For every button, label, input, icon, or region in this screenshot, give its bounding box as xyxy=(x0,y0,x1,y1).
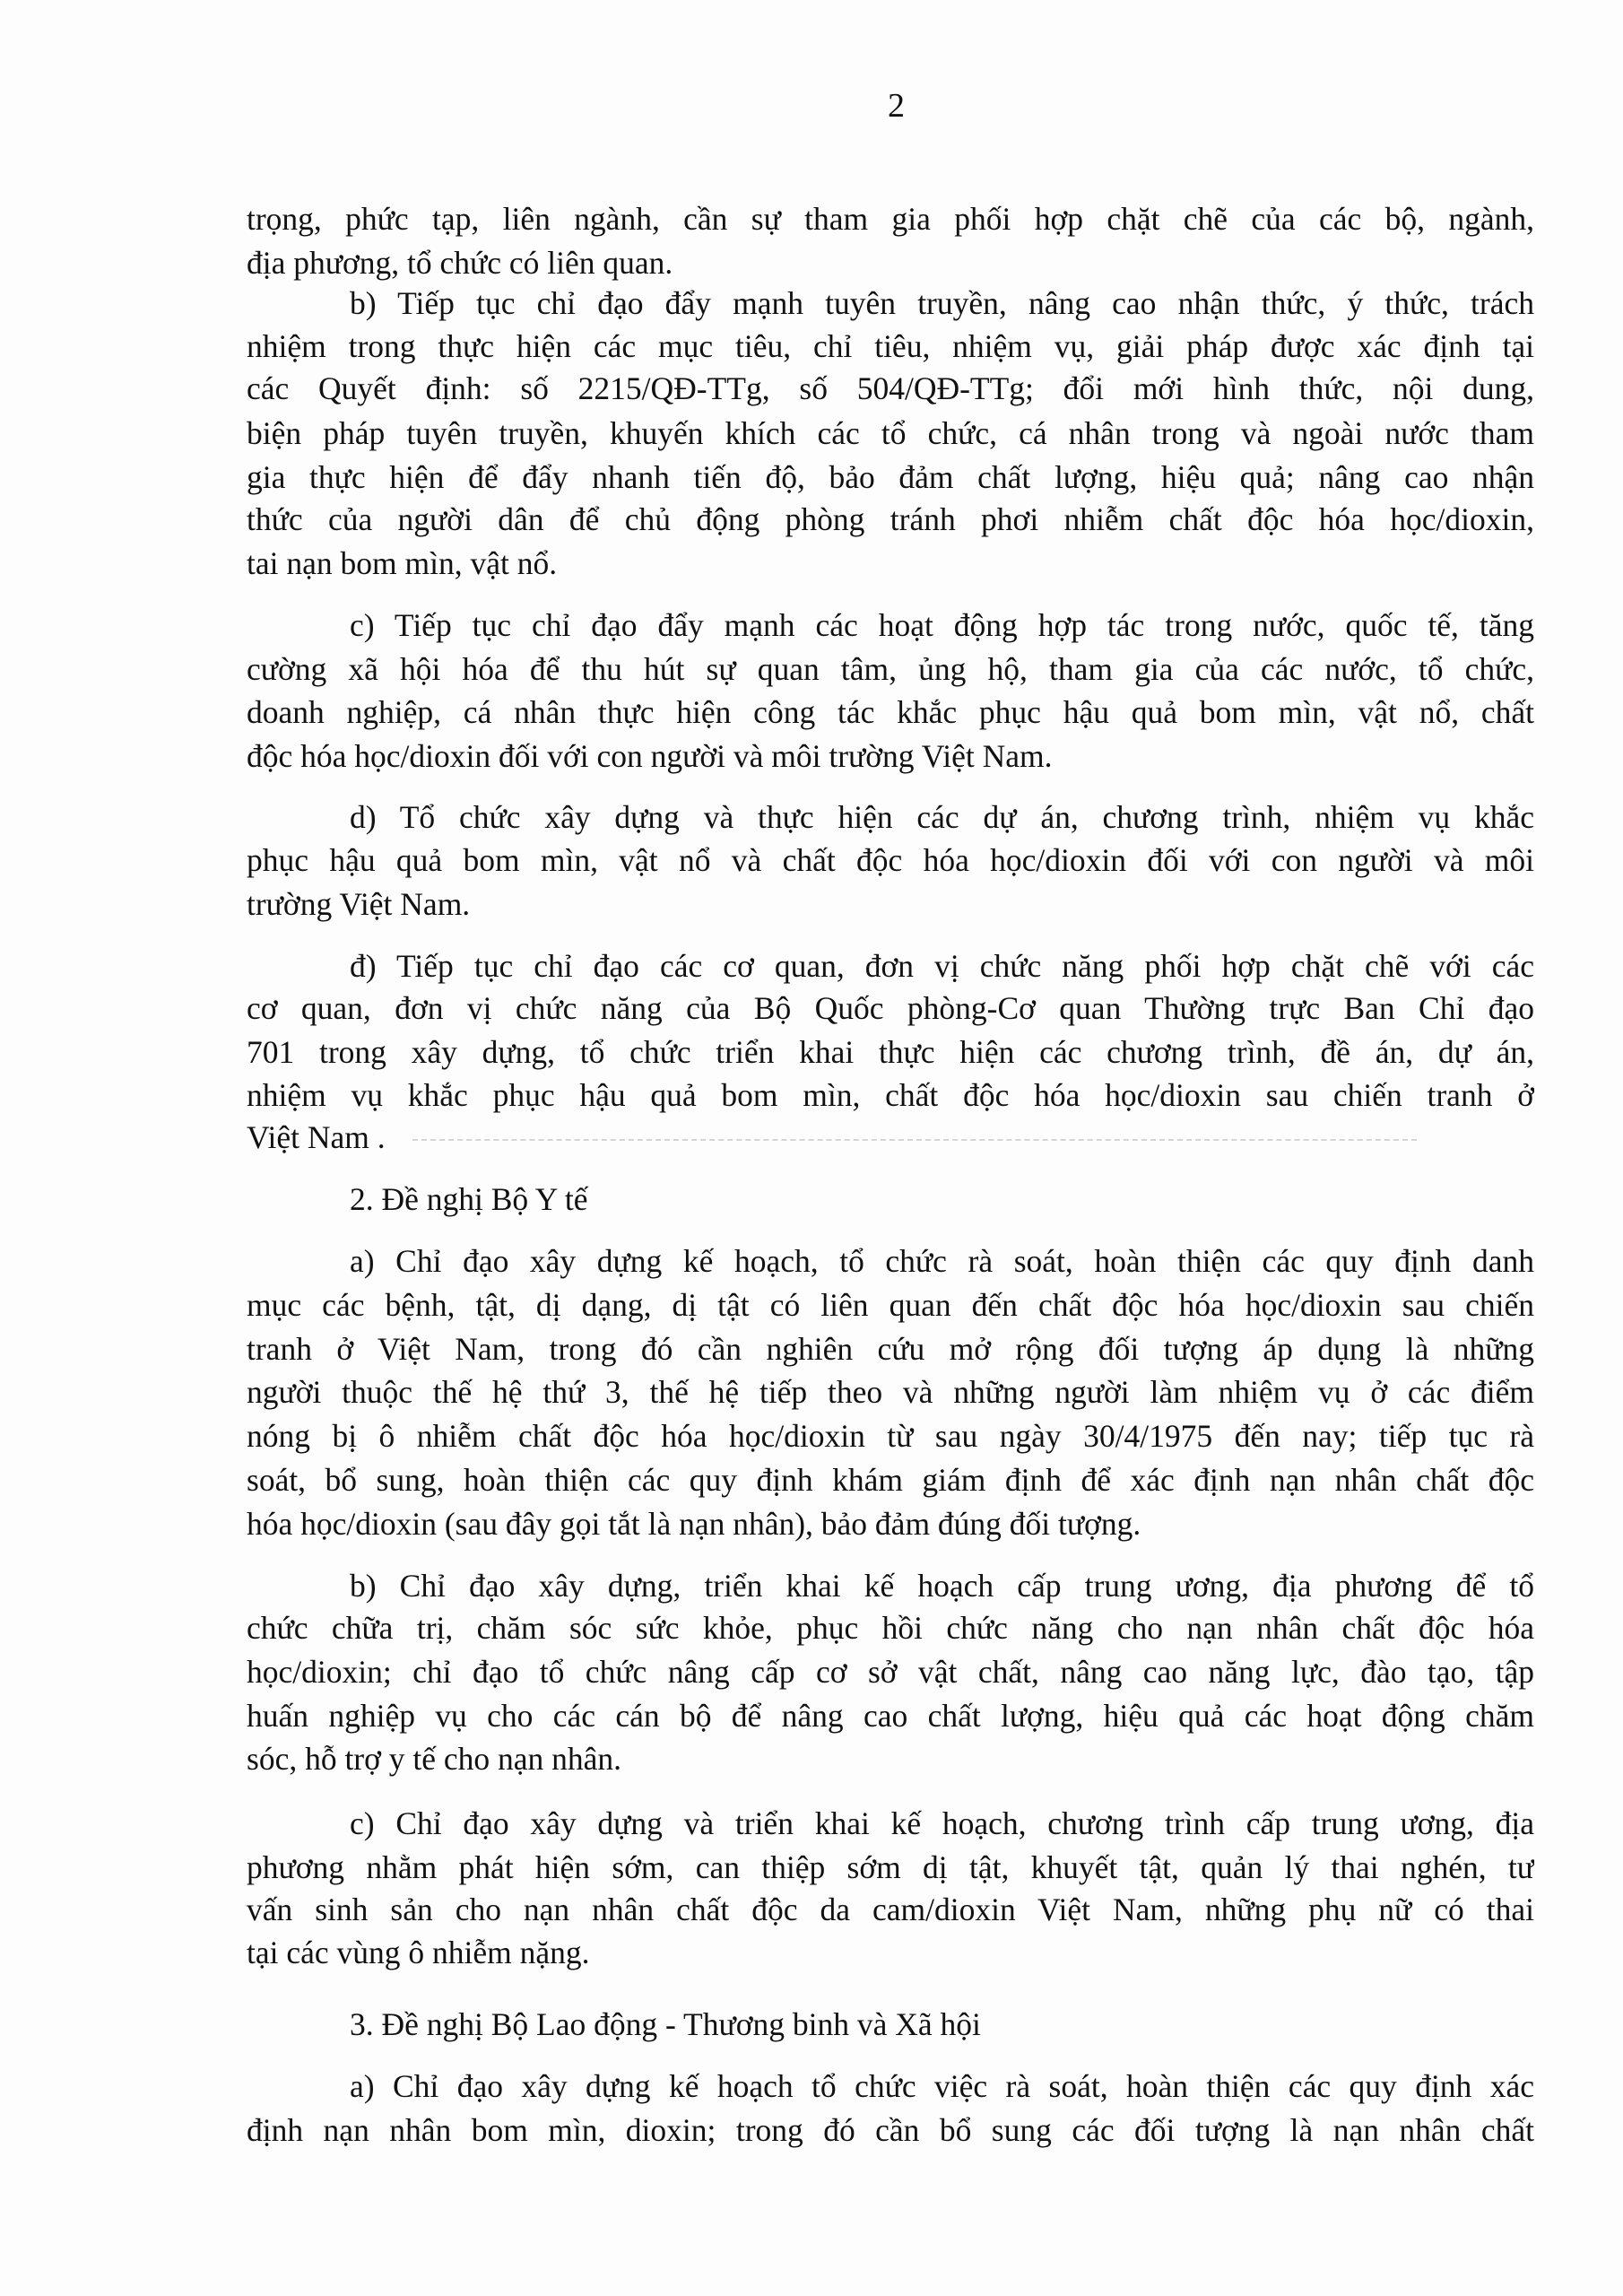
text-line: hóa học/dioxin (sau đây gọi tắt là nạn nhân), bảo đảm đúng đối tượng. xyxy=(247,1505,1141,1542)
text-line: tranh ở Việt Nam, trong đó cần nghiên cứu mở rộng đối tượng áp dụng là những xyxy=(247,1331,1534,1368)
text-line: nhiệm vụ khắc phục hậu quả bom mìn, chất độc hóa học/dioxin sau chiến tranh ở xyxy=(247,1076,1534,1113)
text-line: tại các vùng ô nhiễm nặng. xyxy=(247,1934,590,1970)
text-line: Việt Nam . xyxy=(247,1119,386,1156)
text-line: c) Chỉ đạo xây dựng và triển khai kế hoạch, chương trình cấp trung ương, địa xyxy=(350,1805,1534,1841)
text-line: cường xã hội hóa để thu hút sự quan tâm, ủng hộ, tham gia của các nước, tổ chức, xyxy=(247,651,1534,688)
text-line: cơ quan, đơn vị chức năng của Bộ Quốc phòng-Cơ quan Thường trực Ban Chỉ đạo xyxy=(247,990,1534,1027)
text-line: sóc, hỗ trợ y tế cho nạn nhân. xyxy=(247,1740,622,1777)
text-line: 701 trong xây dựng, tổ chức triển khai thực hiện các chương trình, đề án, dự án, xyxy=(247,1034,1534,1071)
text-line: soát, bổ sung, hoàn thiện các quy định khám giám định để xác định nạn nhân chất độc xyxy=(247,1461,1534,1498)
text-line: phương nhằm phát hiện sớm, can thiệp sớm dị tật, khuyết tật, quản lý thai nghén, tư xyxy=(247,1848,1534,1885)
text-line: d) Tổ chức xây dựng và thực hiện các dự án, chương trình, nhiệm vụ khắc xyxy=(350,799,1534,836)
text-line: định nạn nhân bom mìn, dioxin; trong đó cần bổ sung các đối tượng là nạn nhân chất xyxy=(247,2111,1534,2148)
text-line: biện pháp tuyên truyền, khuyến khích các tổ chức, cá nhân trong và ngoài nước tham xyxy=(247,414,1534,451)
text-line: gia thực hiện để đẩy nhanh tiến độ, bảo đảm chất lượng, hiệu quả; nâng cao nhận xyxy=(247,458,1534,495)
text-line: học/dioxin; chỉ đạo tổ chức nâng cấp cơ sở vật chất, nâng cao năng lực, đào tạo, tập xyxy=(247,1654,1534,1691)
text-line: a) Chỉ đạo xây dựng kế hoạch tổ chức việc rà soát, hoàn thiện các quy định xác xyxy=(350,2067,1534,2104)
text-line: c) Tiếp tục chỉ đạo đẩy mạnh các hoạt động hợp tác trong nước, quốc tế, tăng xyxy=(350,606,1534,643)
text-line: các Quyết định: số 2215/QĐ-TTg, số 504/QĐ-TTg; đổi mới hình thức, nội dung, xyxy=(247,370,1534,407)
text-line: chức chữa trị, chăm sóc sức khỏe, phục hồi chức năng cho nạn nhân chất độc hóa xyxy=(247,1610,1534,1647)
text-line: địa phương, tổ chức có liên quan. xyxy=(247,244,673,281)
text-line: vấn sinh sản cho nạn nhân chất độc da cam/dioxin Việt Nam, những phụ nữ có thai xyxy=(247,1892,1534,1928)
text-line: độc hóa học/dioxin đối với con người và môi trường Việt Nam. xyxy=(247,737,1053,774)
text-line: huấn nghiệp vụ cho các cán bộ để nâng cao chất lượng, hiệu quả các hoạt động chăm xyxy=(247,1698,1534,1735)
text-line: b) Tiếp tục chỉ đạo đẩy mạnh tuyên truyền, nâng cao nhận thức, ý thức, trách xyxy=(350,285,1534,322)
text-line: a) Chỉ đạo xây dựng kế hoạch, tổ chức rà soát, hoàn thiện các quy định danh xyxy=(350,1242,1534,1279)
text-line: thức của người dân để chủ động phòng tránh phơi nhiễm chất độc hóa học/dioxin, xyxy=(247,501,1534,538)
page-number: 2 xyxy=(888,87,905,125)
text-line: đ) Tiếp tục chỉ đạo các cơ quan, đơn vị chức năng phối hợp chặt chẽ với các xyxy=(350,947,1534,984)
text-line: b) Chỉ đạo xây dựng, triển khai kế hoạch cấp trung ương, địa phương để tổ xyxy=(350,1567,1534,1604)
text-line: phục hậu quả bom mìn, vật nổ và chất độc hóa học/dioxin đối với con người và môi xyxy=(247,841,1534,878)
text-line: trọng, phức tạp, liên ngành, cần sự tham gia phối hợp chặt chẽ của các bộ, ngành, xyxy=(247,200,1534,237)
text-line: mục các bệnh, tật, dị dạng, dị tật có liên quan đến chất độc hóa học/dioxin sau chiến xyxy=(247,1286,1534,1323)
section-heading: 3. Đề nghị Bộ Lao động - Thương binh và Xã hội xyxy=(350,2006,981,2043)
text-line: người thuộc thế hệ thứ 3, thế hệ tiếp theo và những người làm nhiệm vụ ở các điểm xyxy=(247,1373,1534,1410)
text-line: tai nạn bom mìn, vật nổ. xyxy=(247,545,558,582)
text-line: nóng bị ô nhiễm chất độc hóa học/dioxin từ sau ngày 30/4/1975 đến nay; tiếp tục rà xyxy=(247,1417,1534,1454)
text-line: trường Việt Nam. xyxy=(247,886,471,923)
text-line: doanh nghiệp, cá nhân thực hiện công tác khắc phục hậu quả bom mìn, vật nổ, chất xyxy=(247,693,1534,730)
section-heading: 2. Đề nghị Bộ Y tế xyxy=(350,1181,588,1218)
text-line: nhiệm trong thực hiện các mục tiêu, chỉ tiêu, nhiệm vụ, giải pháp được xác định tại xyxy=(247,327,1534,364)
